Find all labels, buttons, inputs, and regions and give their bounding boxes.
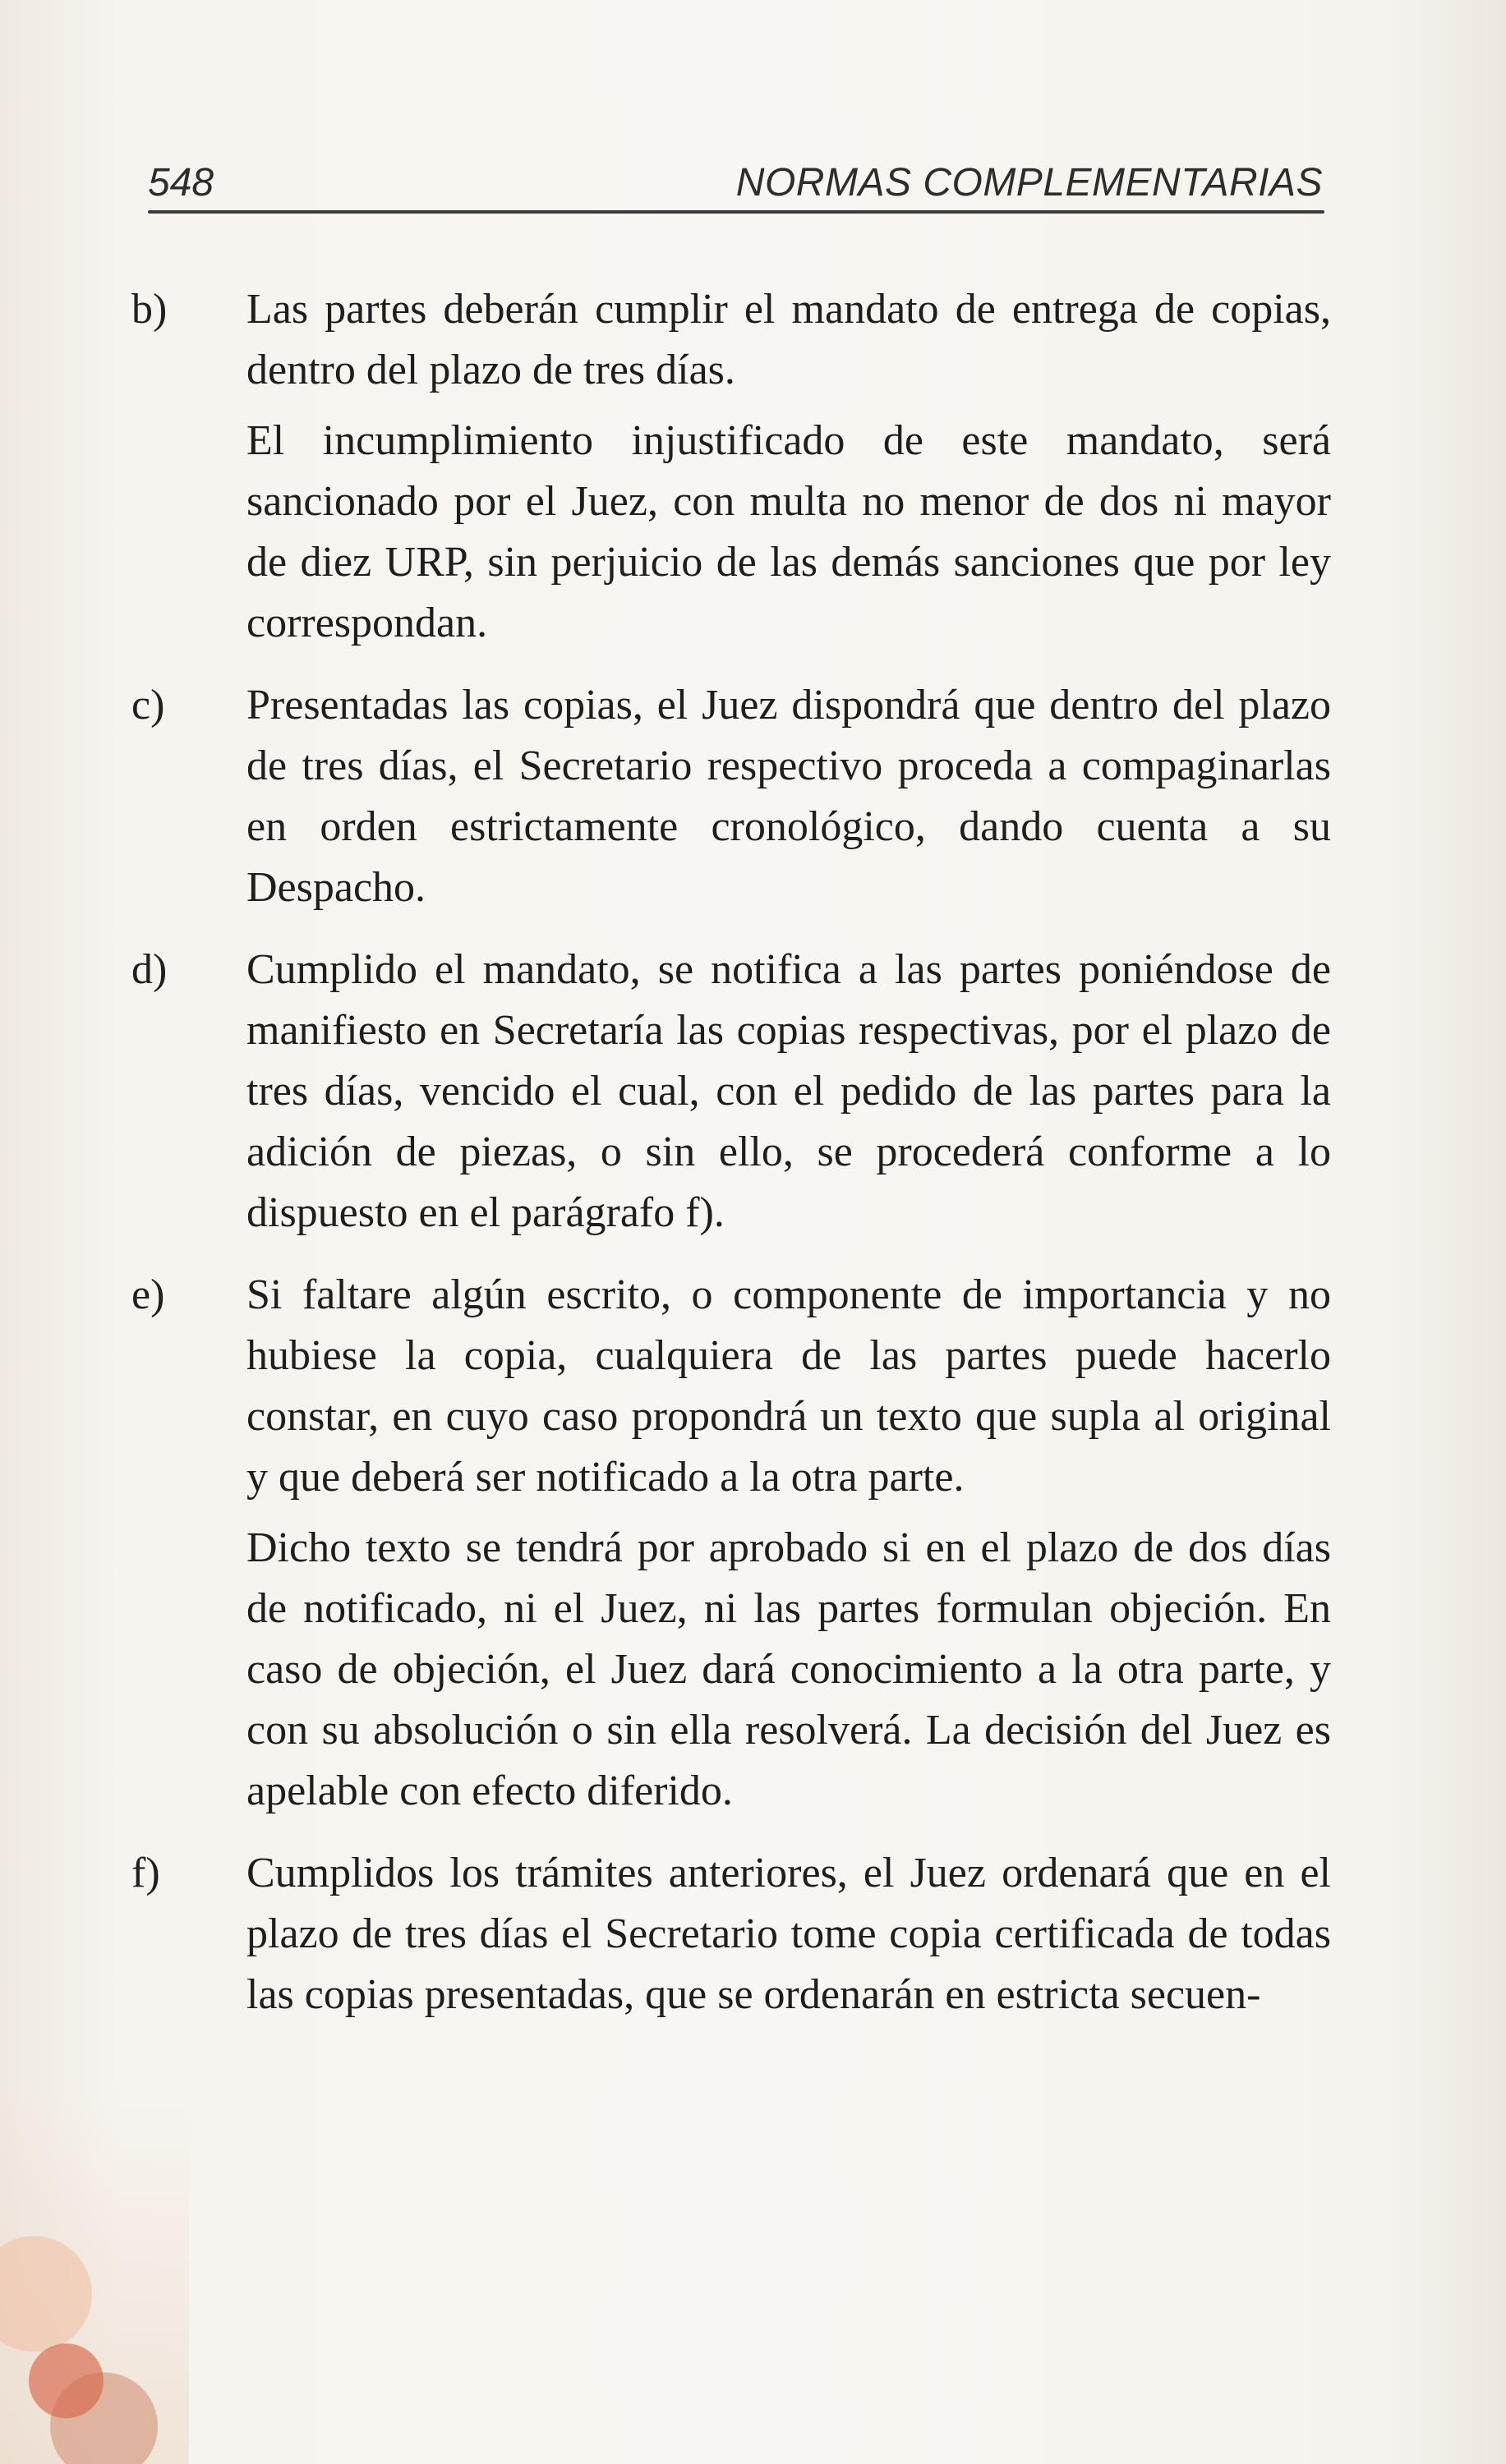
item-label: d): [131, 946, 168, 993]
item-body: [246, 1265, 1331, 1822]
item-body: [246, 1843, 1331, 2025]
item-label: f): [131, 1850, 160, 1896]
item-body: [246, 675, 1331, 918]
list-item-d: [131, 940, 1331, 1243]
list-item-f: [131, 1843, 1331, 2025]
paragraph: El incumplimiento injustificado de este mandato, será sancionado por el Juez, con multa no menor de dos ni mayor de diez URP, sin perjuicio de las demás sanciones que por ley correspondan.: [246, 417, 1331, 646]
running-title: NORMAS COMPLEMENTARIAS: [735, 161, 1323, 205]
paragraph: Dicho texto se tendrá por aprobado si en el plazo de dos días de notificado, ni el Juez, ni las partes formulan objeción. En caso de objeción, el Juez dará conocimiento a la otra parte, y con su absolución o sin ella resolverá. La decisión del Juez es apelable con efecto diferido.: [246, 1524, 1331, 1814]
list-item-b: [131, 279, 1331, 654]
paragraph: Cumplido el mandato, se notifica a las partes poniéndose de manifiesto en Secretaría las copias respectivas, por el plazo de tres días, vencido el cual, con el pedido de las partes para la adición de piezas, o sin ello, se procederá conforme a lo dispuesto en el parágrafo f).: [246, 946, 1331, 1236]
corner-decoration: [0, 2086, 189, 2464]
item-label: e): [131, 1271, 165, 1318]
page-header: [148, 160, 1323, 218]
page-number: 548: [148, 161, 214, 205]
list-item-c: [131, 675, 1331, 918]
paragraph: Cumplidos los trámites anteriores, el Juez ordenará que en el plazo de tres días el Secretario tome copia certificada de todas las copias presentadas, que se ordenarán en estricta secuen-: [246, 1850, 1331, 2018]
paragraph: Presentadas las copias, el Juez dispondrá que dentro del plazo de tres días, el Secretario respectivo proceda a compaginarlas en orden estrictamente cronológico, dando cuenta a su Despacho.: [246, 682, 1331, 911]
list-item-e: [131, 1265, 1331, 1822]
item-label: b): [131, 286, 168, 333]
paragraph: Si faltare algún escrito, o componente de importancia y no hubiese la copia, cualquiera de las partes puede hacerlo constar, en cuyo caso propondrá un texto que supla al original y que deberá ser notificado a la otra parte.: [246, 1271, 1331, 1501]
header-rule: [148, 210, 1324, 214]
page-content: [131, 279, 1331, 2047]
item-label: c): [131, 682, 165, 729]
item-body: [246, 279, 1331, 654]
paragraph: Las partes deberán cumplir el mandato de entrega de copias, dentro del plazo de tres días.: [246, 286, 1331, 393]
item-body: [246, 940, 1331, 1243]
